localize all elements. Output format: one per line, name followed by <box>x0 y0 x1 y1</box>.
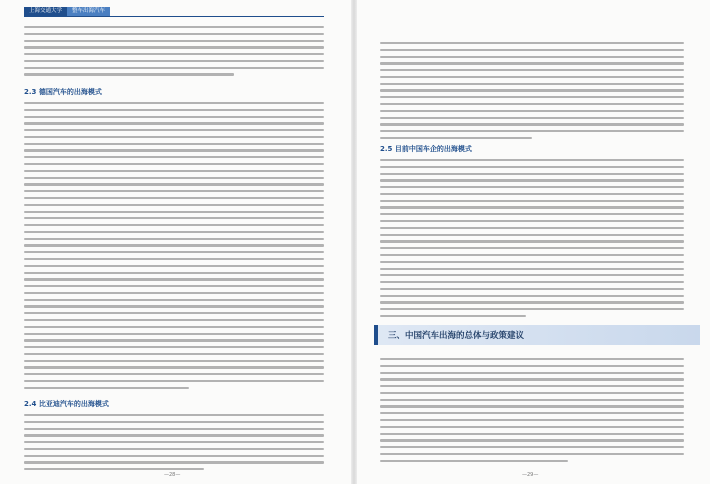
left-page <box>0 0 352 484</box>
chapter-tab: 整车出海汽车 <box>67 7 110 16</box>
section-heading: 2.3 德国汽车的出海模式 <box>24 88 102 96</box>
page-number: —28— <box>164 472 181 478</box>
paragraph <box>24 102 324 394</box>
section-heading: 2.5 目前中国车企的出海模式 <box>380 145 472 153</box>
book-title-tab: 上海交通大学 <box>24 7 67 16</box>
right-page <box>356 0 710 484</box>
section-heading: 2.4 比亚迪汽车的出海模式 <box>24 400 109 408</box>
running-header <box>24 5 324 17</box>
paragraph <box>380 159 684 322</box>
paragraph <box>380 42 684 144</box>
chapter-title: 三、中国汽车出海的总体与政策建议 <box>388 331 525 341</box>
banner-accent <box>374 325 378 345</box>
paragraph <box>380 358 684 467</box>
header-rule <box>24 16 324 17</box>
chapter-banner <box>374 325 700 345</box>
page-number: —29— <box>522 472 539 478</box>
paragraph <box>24 26 324 80</box>
paragraph <box>24 414 324 475</box>
